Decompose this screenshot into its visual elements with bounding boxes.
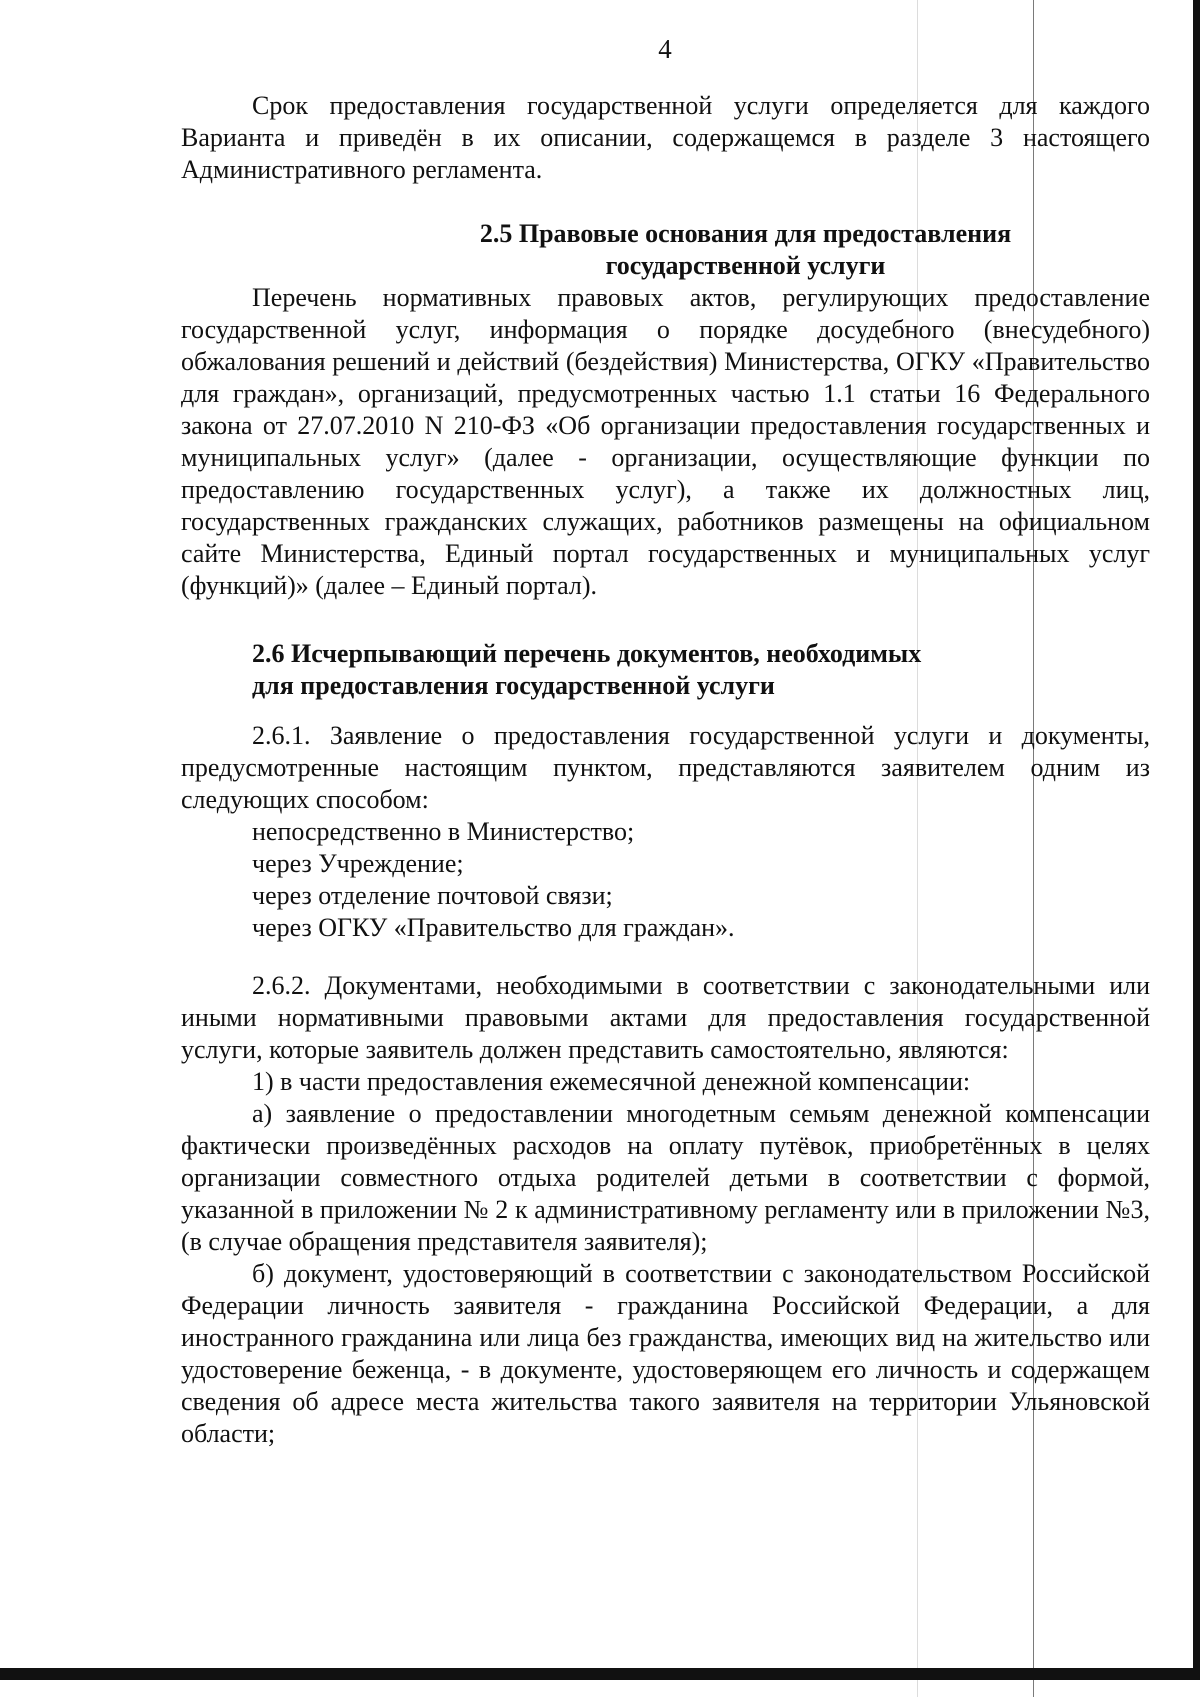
list-item-1: 1) в части предоставления ежемесячной денежной компенсации:: [252, 1067, 971, 1096]
document-body: [181, 90, 1150, 1450]
intro-paragraph: Срок предоставления государственной услуги определяется для каждого Варианта и приведён в их описании, содержащемся в разделе 3 настоящего Административного регламента.: [181, 91, 1150, 184]
paragraph-2-6-2: 2.6.2. Документами, необходимыми в соответствии с законодательными или иными нормативными правовыми актами для предоставления государственной услуги, которые заявитель должен представить самостоятельно, являются:: [181, 971, 1150, 1064]
method-item: через отделение почтовой связи;: [252, 881, 613, 910]
method-item: через Учреждение;: [252, 849, 464, 878]
method-item: непосредственно в Министерство;: [252, 817, 635, 846]
list-item-b: б) документ, удостоверяющий в соответствии с законодательством Российской Федерации личность заявителя - гражданина Российской Федерации, а для иностранного гражданина или лица без гражданства, имеющих вид на жительство или удостоверение беженца, - в документе, удостоверяющем его личность и содержащем сведения об адресе места жительства такого заявителя на территории Ульяновской области;: [181, 1259, 1150, 1448]
method-item: через ОГКУ «Правительство для граждан».: [252, 913, 735, 942]
paragraph-2-6-1: 2.6.1. Заявление о предоставления государственной услуги и документы, предусмотренные настоящим пунктом, представляются заявителем одним из следующих способом:: [181, 721, 1150, 814]
section-2-6-heading: [181, 638, 1150, 702]
section-2-6-heading-line1: 2.6 Исчерпывающий перечень документов, необходимых: [252, 639, 922, 668]
section-2-5-heading-line1: 2.5 Правовые основания для предоставления: [479, 219, 1012, 248]
scan-edge-bottom: [0, 1668, 1200, 1680]
page-number: 4: [658, 34, 672, 64]
section-2-6-heading-line2: для предоставления государственной услуги: [252, 671, 775, 700]
section-2-5-heading-line2: государственной услуги: [605, 251, 886, 280]
list-item-a: а) заявление о предоставлении многодетным семьям денежной компенсации фактически произведённых расходов на оплату путёвок, приобретённых в целях организации совместного отдыха родителей детьми в соответствии с формой, указанной в приложении № 2 к административному регламенту или в приложении №3, (в случае обращения представителя заявителя);: [181, 1099, 1150, 1256]
scan-edge-right: [1193, 0, 1200, 1680]
section-2-5-paragraph: Перечень нормативных правовых актов, регулирующих предоставление государственной услуг, информация о порядке досудебного (внесудебного) обжалования решений и действий (бездействия) Министерства, ОГКУ «Правительство для граждан», организаций, предусмотренных частью 1.1 статьи 16 Федерального закона от 27.07.2010 N 210-ФЗ «Об организации предоставления государственных и муниципальных услуг» (далее - организации, осуществляющие функции по предоставлению государственных услуг), а также их должностных лиц, государственных гражданских служащих, работников размещены на официальном сайте Министерства, Единый портал государственных и муниципальных услуг (функций)» (далее – Единый портал).: [181, 283, 1150, 600]
paragraph-gap: [181, 944, 1150, 970]
section-2-5-heading: [181, 218, 1150, 282]
